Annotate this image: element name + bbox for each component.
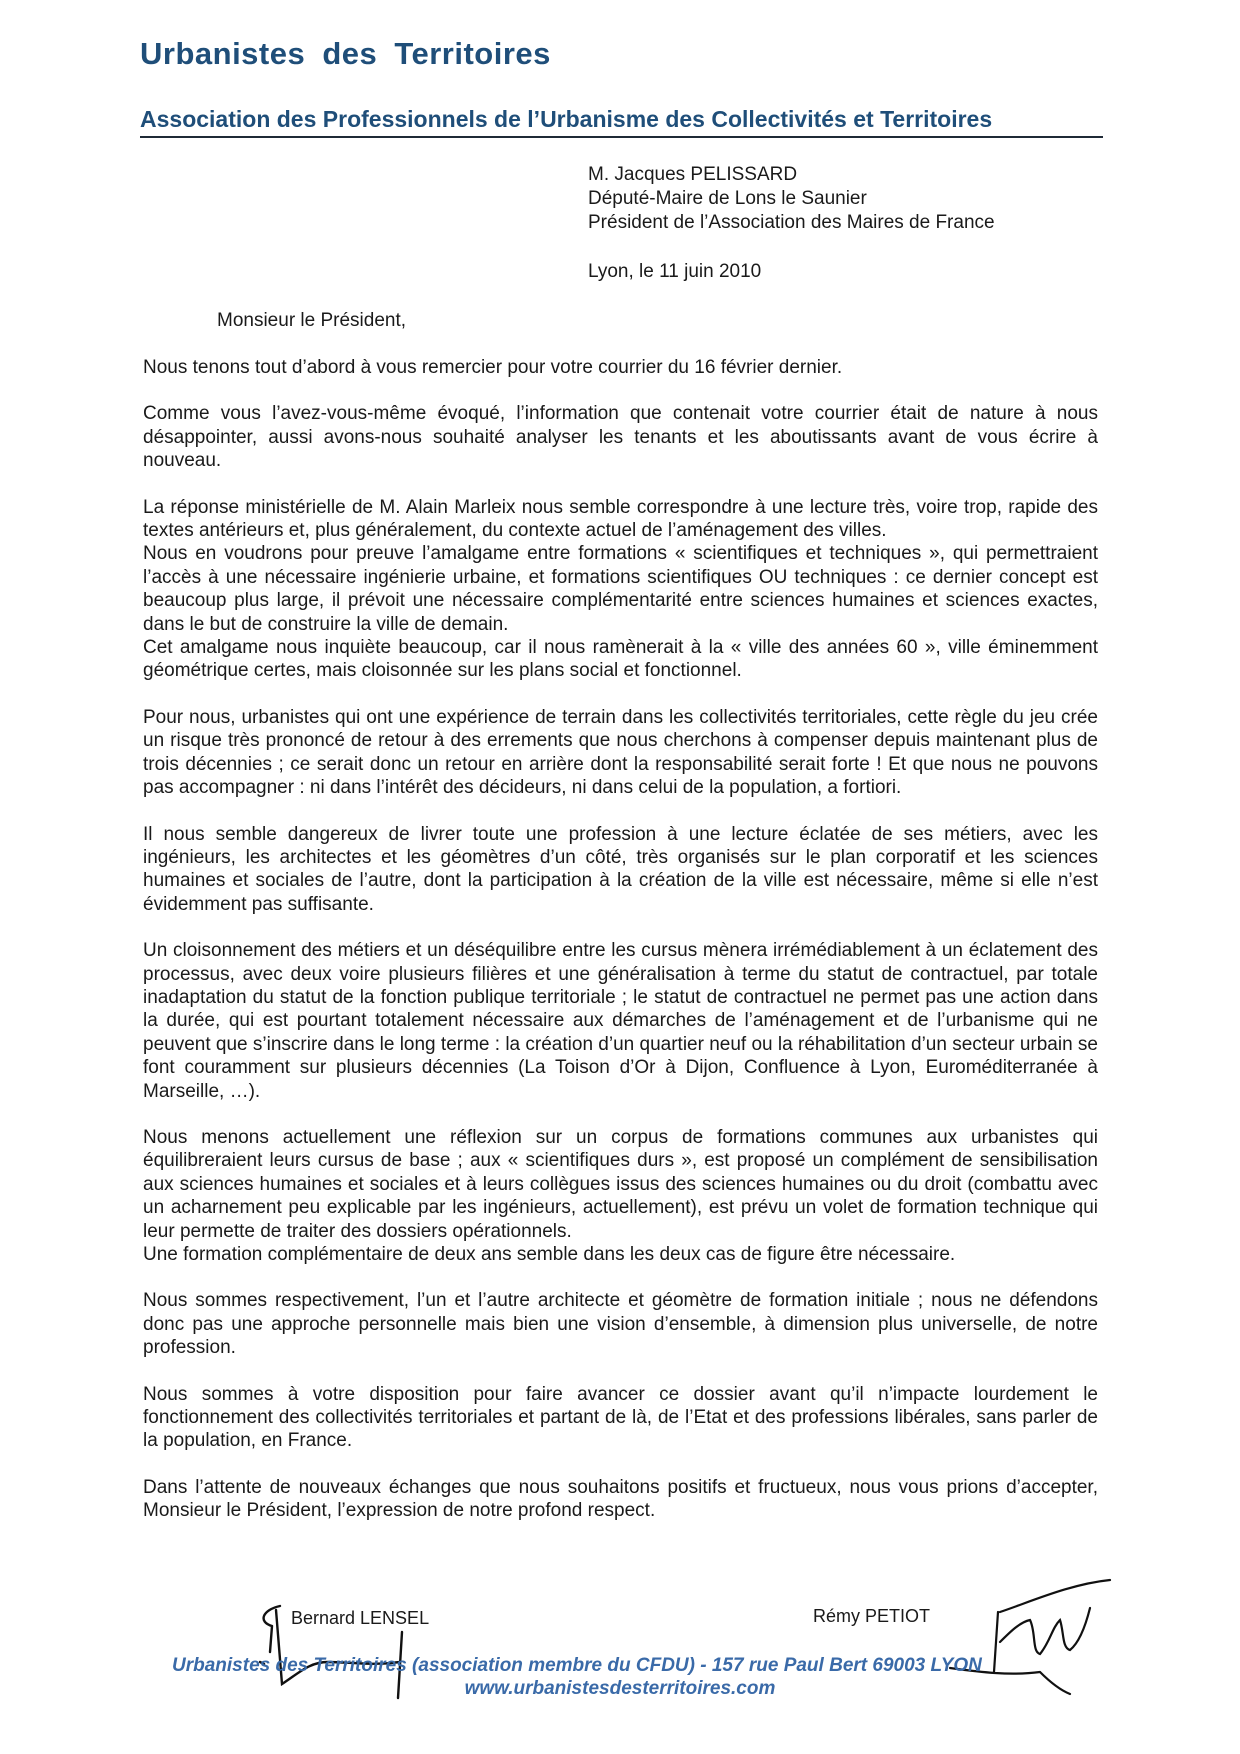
footer-website-link[interactable]: www.urbanistesdesterritoires.com	[464, 1678, 776, 1699]
recipient-role: Député-Maire de Lons le Saunier	[588, 188, 867, 209]
paragraph: Comme vous l’avez-vous-même évoqué, l’information que contenait votre courrier était de nature à nous désappointer, aussi avons-nous souhaité analyser les tenants et les aboutissants avant de vous écrire à nouveau.	[143, 403, 1098, 472]
recipient-block	[588, 163, 995, 235]
paragraph: Un cloisonnement des métiers et un déséquilibre entre les cursus mènera irrémédiablement à un éclatement des processus, avec deux voire plusieurs filières et une généralisation à terme du statut de contractuel, par totale inadaptation du statut de la fonction publique territoriale ; le statut de contractuel ne permet pas une action dans la durée, qui est pourtant totalement nécessaire aux démarches de l’aménagement et de l’urbanisme qui ne peuvent que s’inscrire dans le long terme : la création d’un quartier neuf ou la réhabilitation d’un secteur urbain se font couramment sur plusieurs décennies (La Toison d’Or à Dijon, Confluence à Lyon, Euroméditerranée à Marseille, …).	[143, 940, 1098, 1102]
paragraph: Nous sommes respectivement, l’un et l’autre architecte et géomètre de formation initiale ; nous ne défendons donc pas une approche personnelle mais bien une vision d’ensemble, à dimension plus universelle, de notre profession.	[143, 1290, 1098, 1359]
paragraph: Nous menons actuellement une réflexion sur un corpus de formations communes aux urbanistes qui équilibreraient leurs cursus de base ; aux « scientifiques durs », est proposé un complément de sensibilisation aux sciences humaines et sociales et à leurs collègues issus des sciences humaines ou du droit (combattu avec un acharnement peu explicable par les ingénieurs, actuellement), est prévu un volet de formation technique qui leur permette de traiter des dossiers opérationnels.	[143, 1126, 1098, 1242]
paragraph: Nous sommes à votre disposition pour faire avancer ce dossier avant qu’il n’impacte lourdement le fonctionnement des collectivités territoriales et partant de là, de l’Etat et des professions libérales, sans parler de la population, en France.	[143, 1383, 1098, 1452]
place-date: Lyon, le 11 juin 2010	[588, 261, 762, 282]
salutation: Monsieur le Président,	[217, 310, 407, 331]
paragraph: Une formation complémentaire de deux ans semble dans les deux cas de figure être nécessaire.	[143, 1244, 956, 1265]
recipient-name: M. Jacques PELISSARD	[588, 164, 798, 185]
paragraph: La réponse ministérielle de M. Alain Marleix nous semble correspondre à une lecture très, voire trop, rapide des textes antérieurs et, plus généralement, du contexte actuel de l’aménagement des villes.	[143, 496, 1098, 542]
header-divider	[140, 136, 1103, 138]
footer-website[interactable]	[0, 1678, 1240, 1700]
paragraph: Pour nous, urbanistes qui ont une expérience de terrain dans les collectivités territoriales, cette règle du jeu crée un risque très prononcé de retour à des errements que nous cherchons à compenser depuis maintenant plus de trois décennies ; ce serait donc un retour en arrière dont la responsabilité serait forte ! Et que nous ne pouvons pas accompagner : ni dans l’intérêt des décideurs, ni dans celui de la population, a fortiori.	[143, 706, 1098, 799]
paragraph: Nous tenons tout d’abord à vous remercier pour votre courrier du 16 février dernier.	[143, 357, 843, 378]
organization-subtitle: Association des Professionnels de l’Urbanisme des Collectivités et Territoires	[140, 106, 993, 132]
paragraph: Il nous semble dangereux de livrer toute une profession à une lecture éclatée de ses métiers, avec les ingénieurs, les architectes et les géomètres d’un côté, très organisés sur le plan corporatif et les sciences humaines et sociales de l’autre, dont la participation à la création de la ville est nécessaire, même si elle n’est évidemment pas suffisante.	[143, 823, 1098, 915]
recipient-title: Président de l’Association des Maires de France	[588, 212, 995, 233]
organization-name: Urbanistes des Territoires	[140, 36, 551, 71]
paragraph: Cet amalgame nous inquiète beaucoup, car il nous ramènerait à la « ville des années 60 », ville éminemment géométrique certes, mais cloisonnée sur les plans social et fonctionnel.	[143, 637, 1098, 682]
signatory-right: Rémy PETIOT	[813, 1606, 931, 1626]
footer-address: Urbanistes des Territoires (association membre du CFDU) - 157 rue Paul Bert 69003 LYON	[172, 1655, 982, 1676]
paragraph: Dans l’attente de nouveaux échanges que nous souhaitons positifs et fructueux, nous vous prions d’accepter, Monsieur le Président, l’expression de notre profond respect.	[143, 1476, 1098, 1522]
signatory-left: Bernard LENSEL	[291, 1608, 430, 1628]
letter-body	[143, 356, 1098, 1546]
paragraph: Nous en voudrons pour preuve l’amalgame entre formations « scientifiques et techniques », qui permettraient l’accès à une nécessaire ingénierie urbaine, et formations scientifiques OU techniques : ce dernier concept est beaucoup plus large, il prévoit une nécessaire complémentarité entre sciences humaines et sciences exactes, dans le but de construire la ville de demain.	[143, 543, 1098, 635]
